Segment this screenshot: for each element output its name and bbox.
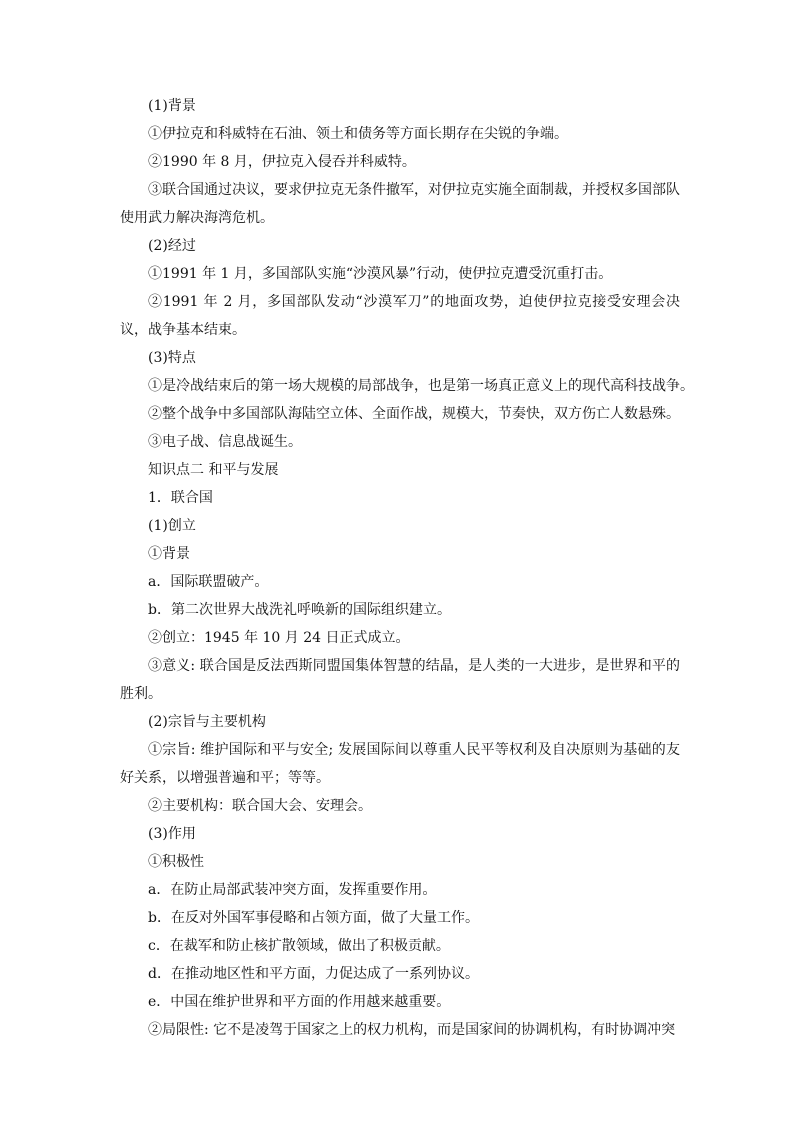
line-11: ③电子战、信息战诞生。 <box>148 434 302 450</box>
line-1: (1)背景 <box>148 98 196 114</box>
line-15: ①背景 <box>148 546 190 562</box>
line-12: 知识点二 和平与发展 <box>148 462 279 478</box>
line-5: (2)经过 <box>148 238 196 254</box>
line-22: ②主要机构：联合国大会、安理会。 <box>148 798 372 814</box>
line-27: c．在裁军和防止核扩散领域，做出了积极贡献。 <box>148 938 450 954</box>
line-10: ②整个战争中多国部队海陆空立体、全面作战，规模大，节奏快，双方伤亡人数悬殊。 <box>148 406 680 422</box>
line-7: ②1991 年 2 月，多国部队发动“沙漠军刀”的地面攻势，迫使伊拉克接受安理会决议，战争基本结束。 <box>120 294 680 338</box>
line-24: ①积极性 <box>148 854 204 870</box>
line-28: d．在推动地区性和平方面，力促达成了一系列协议。 <box>148 966 479 982</box>
line-21: ①宗旨: 维护国际和平与安全; 发展国际间以尊重人民平等权利及自决原则为基础的友好关系，以增强普遍和平；等等。 <box>120 742 680 786</box>
document-page <box>120 92 694 1044</box>
line-19: ③意义: 联合国是反法西斯同盟国集体智慧的结晶，是人类的一大进步，是世界和平的胜利。 <box>120 658 680 702</box>
line-17: b．第二次世界大战洗礼呼唤新的国际组织建立。 <box>148 602 451 618</box>
line-14: (1)创立 <box>148 518 196 534</box>
line-18: ②创立：1945 年 10 月 24 日正式成立。 <box>148 630 410 646</box>
line-25: a．在防止局部武装冲突方面，发挥重要作用。 <box>148 882 437 898</box>
line-26: b．在反对外国军事侵略和占领方面，做了大量工作。 <box>148 910 479 926</box>
line-6: ①1991 年 1 月，多国部队实施“沙漠风暴”行动，使伊拉克遭受沉重打击。 <box>148 266 613 282</box>
line-4: ③联合国通过决议，要求伊拉克无条件撤军，对伊拉克实施全面制裁，并授权多国部队使用武力解决海湾危机。 <box>120 182 680 226</box>
line-3: ②1990 年 8 月，伊拉克入侵吞并科威特。 <box>148 154 416 170</box>
line-8: (3)特点 <box>148 350 196 366</box>
line-2: ①伊拉克和科威特在石油、领土和债务等方面长期存在尖锐的争端。 <box>148 126 568 142</box>
line-9: ①是冷战结束后的第一场大规模的局部战争，也是第一场真正意义上的现代高科技战争。 <box>148 378 694 394</box>
line-29: e．中国在维护世界和平方面的作用越来越重要。 <box>148 994 451 1010</box>
line-23: (3)作用 <box>148 826 196 842</box>
line-16: a．国际联盟破产。 <box>148 574 269 590</box>
line-13: 1．联合国 <box>148 490 213 506</box>
line-20: (2)宗旨与主要机构 <box>148 714 266 730</box>
line-30: ②局限性: 它不是凌驾于国家之上的权力机构，而是国家间的协调机构，有时协调冲突 <box>148 1022 676 1038</box>
